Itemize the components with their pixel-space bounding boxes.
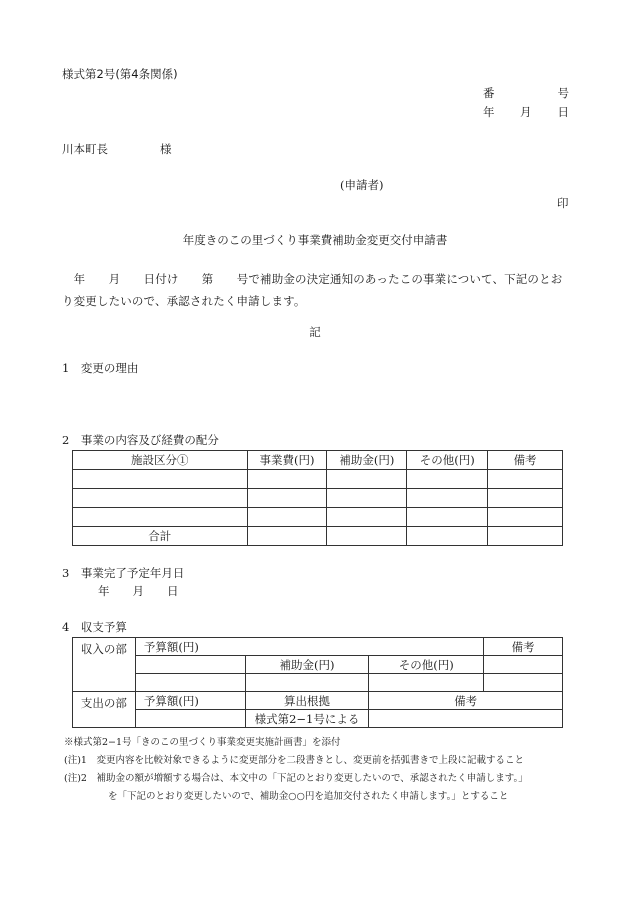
total-label: 合計 — [73, 527, 248, 546]
ki-heading: 記 — [309, 325, 321, 339]
income-budget-label: 予算額(円) — [135, 638, 483, 656]
header-remarks: 備考 — [488, 451, 563, 470]
cell[interactable] — [73, 470, 248, 489]
cell[interactable] — [488, 527, 563, 546]
expense-header-row — [73, 692, 563, 710]
cell[interactable] — [488, 489, 563, 508]
expense-remarks-label: 備考 — [369, 692, 563, 710]
cell[interactable] — [488, 508, 563, 527]
section1-title: 1 変更の理由 — [62, 361, 139, 375]
income-remarks-label: 備考 — [484, 638, 563, 656]
table-row — [73, 470, 563, 489]
income-sub-header-row — [73, 656, 563, 674]
cell[interactable] — [73, 489, 248, 508]
income-header-row — [73, 638, 563, 656]
section2-title: 2 事業の内容及び経費の配分 — [62, 433, 219, 447]
cell[interactable] — [73, 508, 248, 527]
attachment-note: ※様式第2−1号「きのこの里づくり事業変更実施計画書」を添付 — [64, 737, 341, 748]
cell[interactable] — [327, 489, 407, 508]
header-project-cost: 事業費(円) — [247, 451, 327, 470]
note-2a: (注)2 補助金の額が増額する場合は、本文中の「下記のとおり変更したいので、承認されたく申請します。」 — [64, 773, 528, 784]
note-1: (注)1 変更内容を比較対象できるように変更部分を二段書きとし、変更前を括弧書きで上段に記載すること — [64, 755, 524, 766]
form-number: 様式第2号(第4条関係) — [62, 67, 178, 81]
expense-allocation-table — [72, 450, 563, 546]
addressee-honorific: 様 — [160, 142, 172, 156]
cell[interactable] — [327, 527, 407, 546]
cell[interactable] — [369, 674, 484, 692]
expense-label: 支出の部 — [73, 692, 136, 728]
cell[interactable] — [488, 470, 563, 489]
addressee-mayor: 川本町長 — [62, 142, 108, 156]
month-label: 月 — [520, 105, 532, 119]
cell[interactable] — [407, 527, 488, 546]
cell[interactable] — [484, 656, 563, 674]
header-subsidy: 補助金(円) — [327, 451, 407, 470]
total-row — [73, 527, 563, 546]
table-row — [73, 508, 563, 527]
header-other: その他(円) — [407, 451, 488, 470]
cell[interactable] — [135, 656, 245, 674]
budget-table — [72, 637, 563, 728]
header-facility: 施設区分① — [73, 451, 248, 470]
income-other-label: その他(円) — [369, 656, 484, 674]
seal-mark: 印 — [557, 196, 569, 210]
cell[interactable] — [247, 470, 327, 489]
body-paragraph: 年 月 日付け 第 号で補助金の決定通知のあったこの事業について、下記のとおり変更したいので、承認されたく申請します。 — [62, 272, 563, 308]
table-row — [73, 489, 563, 508]
section4-title: 4 収支予算 — [62, 620, 127, 634]
completion-date-line: 年 月 日 — [98, 584, 179, 598]
cell[interactable] — [369, 710, 563, 728]
document-title: 年度きのこの里づくり事業費補助金変更交付申請書 — [182, 233, 448, 247]
cell[interactable] — [327, 508, 407, 527]
expense-budget-label: 予算額(円) — [135, 692, 245, 710]
cell[interactable] — [247, 508, 327, 527]
go-label: 号 — [557, 86, 569, 100]
cell[interactable] — [407, 470, 488, 489]
calc-basis-ref: 様式第2−1号による — [245, 710, 369, 728]
document-number-line — [483, 87, 569, 101]
cell[interactable] — [327, 470, 407, 489]
ban-label: 番 — [483, 86, 495, 100]
income-value-row — [73, 674, 563, 692]
day-label: 日 — [557, 105, 569, 119]
document-date-line — [483, 106, 569, 120]
note-2b: を「下記のとおり変更したいので、補助金○○円を追加交付されたく申請します。」とすること — [108, 791, 509, 802]
expense-value-row — [73, 710, 563, 728]
income-label: 収入の部 — [73, 638, 136, 692]
calc-basis-label: 算出根拠 — [245, 692, 369, 710]
year-label: 年 — [483, 105, 495, 119]
income-subsidy-label: 補助金(円) — [245, 656, 369, 674]
cell[interactable] — [135, 710, 245, 728]
cell[interactable] — [247, 489, 327, 508]
cell[interactable] — [247, 527, 327, 546]
cell[interactable] — [407, 489, 488, 508]
cell[interactable] — [484, 674, 563, 692]
applicant-label: (申請者) — [340, 178, 384, 192]
cell[interactable] — [135, 674, 245, 692]
section3-title: 3 事業完了予定年月日 — [62, 566, 185, 580]
cell[interactable] — [245, 674, 369, 692]
cell[interactable] — [407, 508, 488, 527]
table-header-row — [73, 451, 563, 470]
